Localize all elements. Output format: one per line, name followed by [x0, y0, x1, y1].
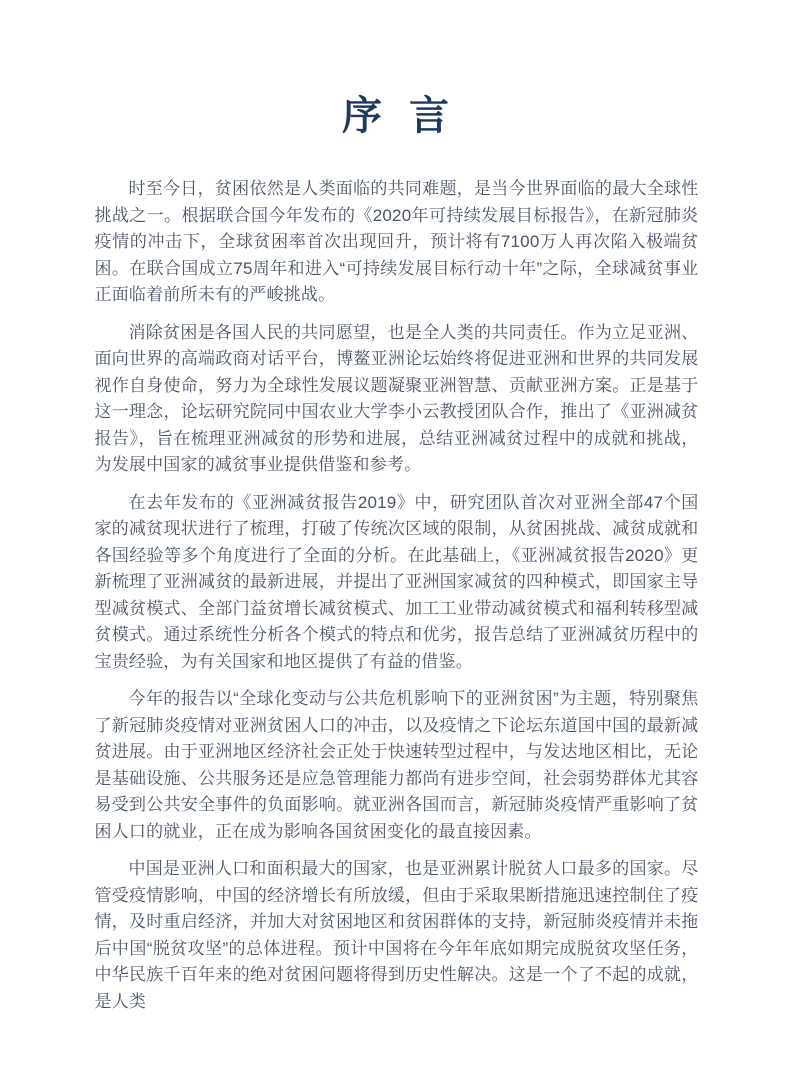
paragraph-5: 中国是亚洲人口和面积最大的国家，也是亚洲累计脱贫人口最多的国家。尽管受疫情影响，中国的经济增长有所放缓，但由于采取果断措施迅速控制住了疫情，及时重启经济，并加大对贫困地区和贫困群体的支持，新冠肺炎疫情并未拖后中国“脱贫攻坚”的总体进程。预计中国将在今年年底如期完成脱贫攻坚任务，中华民族千百年来的绝对贫困问题将得到历史性解决。这是一个了不起的成就，是人类: [94, 859, 699, 1011]
paragraph-3: 在去年发布的《亚洲减贫报告2019》中，研究团队首次对亚洲全部47个国家的减贫现状进行了梳理，打破了传统次区域的限制，从贫困挑战、减贫成就和各国经验等多个角度进行了全面的分析。在此基础上，《亚洲减贫报告2020》更新梳理了亚洲减贫的最新进展，并提出了亚洲国家减贫的四种模式，即国家主导型减贫模式、全部门益贫增长减贫模式、加工工业带动减贫模式和福利转移型减贫模式。通过系统性分析各个模式的特点和优劣，报告总结了亚洲减贫历程中的宝贵经验，为有关国家和地区提供了有益的借鉴。: [94, 492, 699, 671]
paragraph-1: 时至今日，贫困依然是人类面临的共同难题，是当今世界面临的最大全球性挑战之一。根据联合国今年发布的《2020年可持续发展目标报告》，在新冠肺炎疫情的冲击下，全球贫困率首次出现回升，预计将有7100万人再次陷入极端贫困。在联合国成立75周年和进入“可持续发展目标行动十年”之际，全球减贫事业正面临着前所未有的严峻挑战。: [94, 179, 699, 304]
document-body: [95, 176, 699, 1015]
paragraph-4: 今年的报告以“全球化变动与公共危机影响下的亚洲贫困”为主题，特别聚焦了新冠肺炎疫情对亚洲贫困人口的冲击，以及疫情之下论坛东道国中国的最新减贫进展。由于亚洲地区经济社会正处于快速转型过程中，与发达地区相比，无论是基础设施、公共服务还是应急管理能力都尚有进步空间，社会弱势群体尤其容易受到公共安全事件的负面影响。就亚洲各国而言，新冠肺炎疫情严重影响了贫困人口的就业，正在成为影响各国贫困变化的最直接因素。: [94, 689, 699, 841]
paragraph-2: 消除贫困是各国人民的共同愿望，也是全人类的共同责任。作为立足亚洲、面向世界的高端政商对话平台，博鳌亚洲论坛始终将促进亚洲和世界的共同发展视作自身使命，努力为全球性发展议题凝聚亚洲智慧、贡献亚洲方案。正是基于这一理念，论坛研究院同中国农业大学李小云教授团队合作，推出了《亚洲减贫报告》，旨在梳理亚洲减贫的形势和进展，总结亚洲减贫过程中的成就和挑战，为发展中国家的减贫事业提供借鉴和参考。: [94, 322, 699, 474]
page-title: 序 言: [341, 94, 452, 138]
